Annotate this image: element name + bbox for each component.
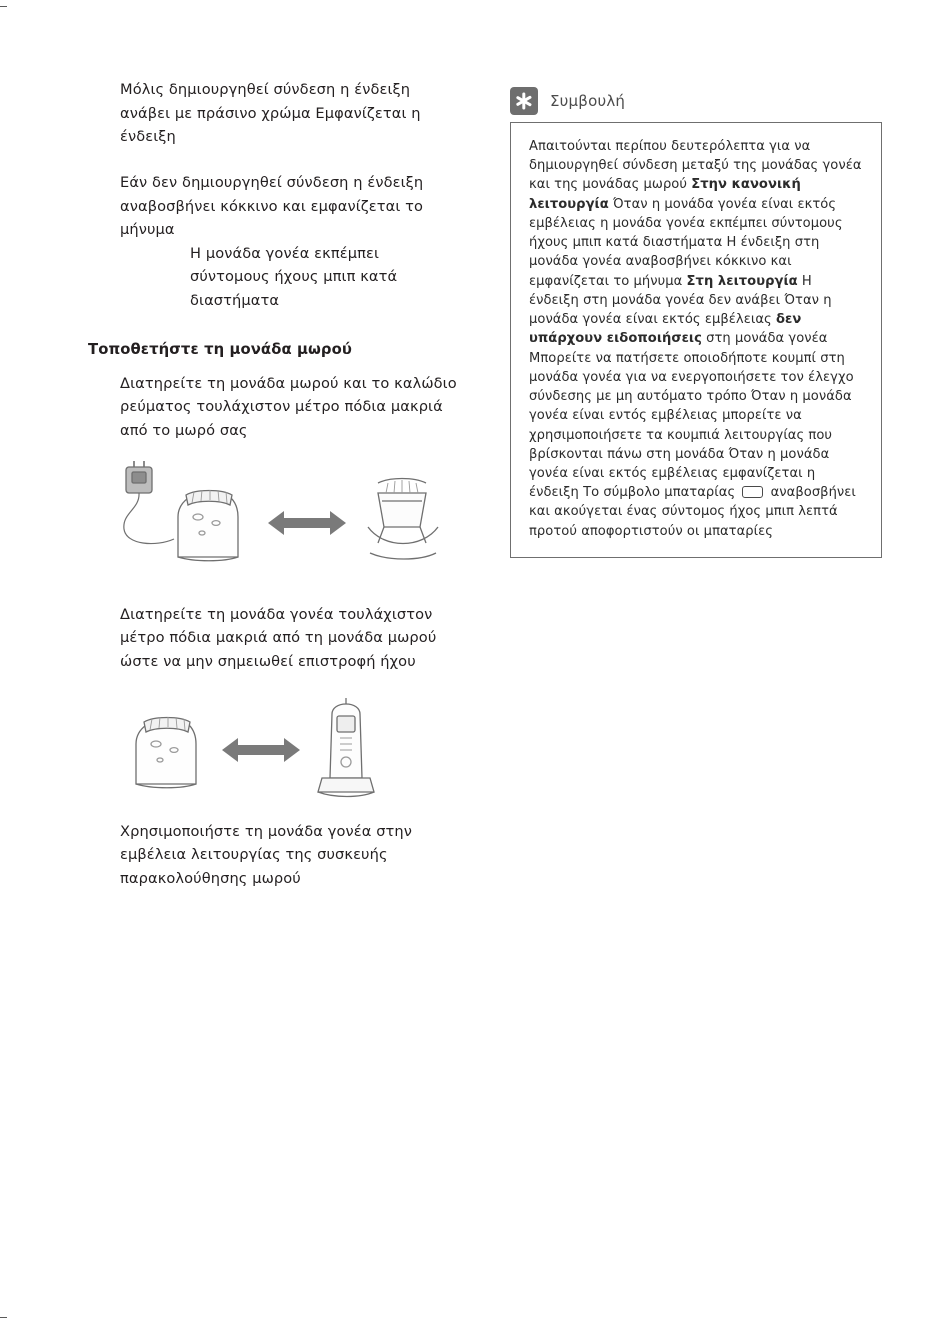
tip-line-5a: Το σύμβολο μπαταρίας <box>583 485 736 501</box>
tip-line-3: Η ένδειξη στη μονάδα γονέα δεν ανάβει Όταν η μονάδα γονέα είναι εκτός εμβέλειας <box>529 273 832 328</box>
tip-body <box>529 137 865 541</box>
tip-bold-normal-mode: Στην κανονική λειτουργία <box>529 177 801 212</box>
tip-bold-eco-mode: Στη λειτουργία <box>686 273 798 289</box>
tip-line-1: Απαιτούνται περίπου δευτερόλεπτα για να δημιουργηθεί σύνδεση μεταξύ της μονάδας γονέα και της μονάδας μωρού <box>529 139 862 193</box>
illustration-baby-unit-distance-parent <box>116 696 458 806</box>
tip-line-5b: αναβοσβήνει και ακούγεται ένας σύντομος ήχος μπιπ λεπτά προτού αποφορτιστούν οι μπαταρίες <box>529 485 856 539</box>
tip-box <box>510 122 882 558</box>
tip-column <box>510 86 882 558</box>
crop-mark-top-left <box>0 6 7 21</box>
tip-header <box>510 86 882 116</box>
tip-line-2: Όταν η μονάδα γονέα είναι εκτός εμβέλειας η μονάδα γονέα εκπέμπει σύντομους ήχους μπιπ κατά διαστήματα Η ένδειξη στη μονάδα γονέα αναβοσβήνει κόκκινο και εμφανίζεται το μήνυμα <box>529 196 843 289</box>
spacer <box>88 806 458 820</box>
battery-icon <box>742 486 763 498</box>
spacer <box>88 581 458 603</box>
left-text-column <box>88 78 458 891</box>
paragraph-baby-unit-placement: Διατηρείτε τη μονάδα μωρού και το καλώδιο ρεύματος τουλάχιστον μέτρο πόδια μακριά από το μωρό σας <box>120 374 457 440</box>
spacer <box>88 313 458 341</box>
paragraph-no-connection-cont: Η μονάδα γονέα εκπέμπει σύντομους ήχους μπιπ κατά διαστήματα <box>190 244 398 310</box>
paragraph-no-connection: Εάν δεν δημιουργηθεί σύνδεση η ένδειξη αναβοσβήνει κόκκινο και εμφανίζεται το μήνυμα <box>120 173 424 239</box>
spacer <box>88 358 458 372</box>
paragraph-connection-established: Μόλις δημιουργηθεί σύνδεση η ένδειξη ανάβει με πράσινο χρώμα Εμφανίζεται η ένδειξη <box>120 81 421 146</box>
crop-mark-bottom-left <box>0 1303 7 1318</box>
double-arrow-icon <box>268 511 346 535</box>
illustration-baby-unit-distance-crib <box>116 461 458 581</box>
paragraph-use-within-range: Χρησιμοποιήστε τη μονάδα γονέα στην εμβέλεια λειτουργίας της συσκευής παρακολούθησης μωρού <box>120 822 413 887</box>
tip-title: Συμβουλή <box>550 92 626 110</box>
spacer <box>88 149 458 171</box>
page-section-heading: Τοποθετήστε τη μονάδα μωρού <box>88 340 352 358</box>
asterisk-tip-icon <box>510 87 538 115</box>
paragraph-parent-unit-distance: Διατηρείτε τη μονάδα γονέα τουλάχιστον μέτρο πόδια μακριά από τη μονάδα μωρού ώστε να μην σημειωθεί επιστροφή ήχου <box>120 605 437 670</box>
tip-line-4: στη μονάδα γονέα Μπορείτε να πατήσετε οποιοδήποτε κουμπί στη μονάδα γονέα για να ενεργοποιήσετε τον έλεγχο σύνδεσης με μη αυτόματο τρόπο Όταν η μονάδα γονέα είναι εντός εμβέλειας μπορείτε να χρησιμοποιήσετε τα κουμπιά λειτουργίας που βρίσκονται πάνω στη μονάδα Όταν η μονάδα γονέα είναι εκτός εμβέλειας εμφανίζεται η ένδειξη <box>529 331 854 501</box>
tip-bold-no-alerts: δεν υπάρχουν ειδοποιήσεις <box>529 312 802 347</box>
double-arrow-icon <box>222 738 300 762</box>
